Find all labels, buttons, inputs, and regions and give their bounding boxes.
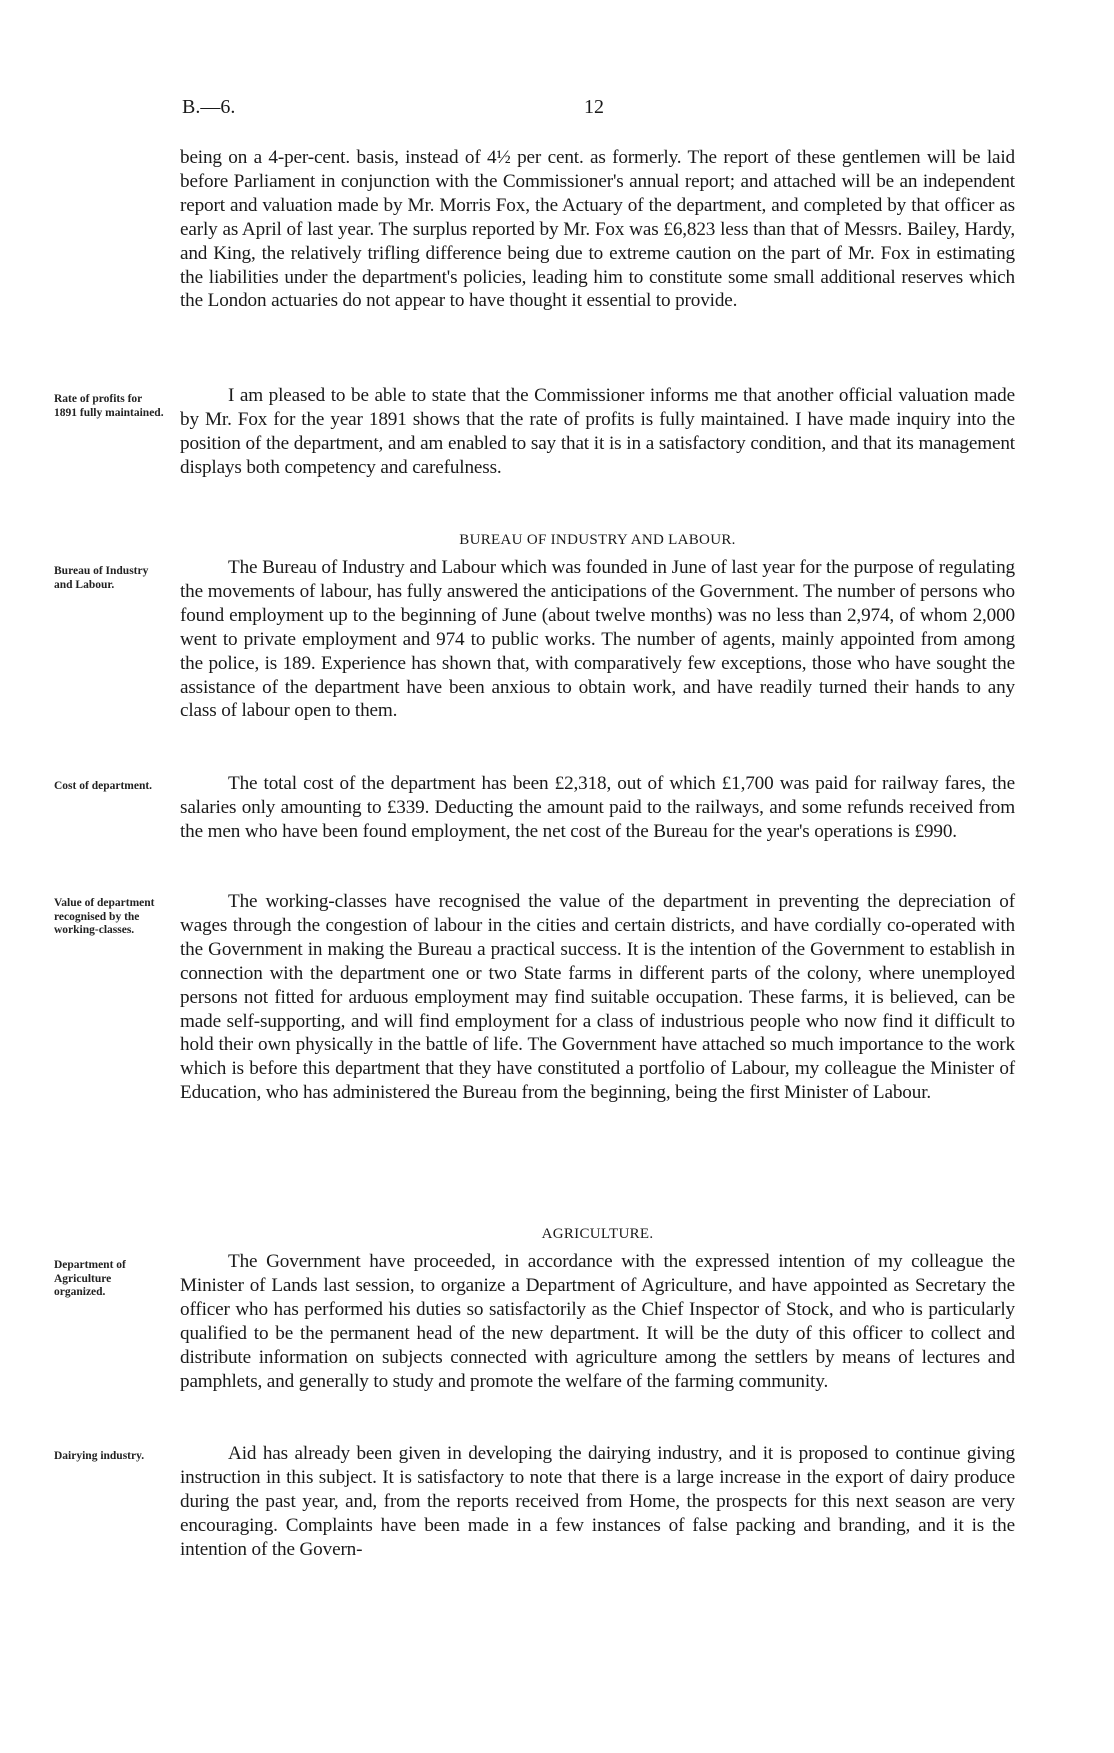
bureau-section — [180, 556, 1015, 723]
heading-bureau: BUREAU OF INDUSTRY AND LABOUR. — [459, 532, 736, 548]
paragraph-cost: The total cost of the department has been £2,318, out of which £1,700 was paid for railway fares, the salaries only amounting to £339. Deducting the amount paid to the railways, and some refunds received from the men who have been found employment, the net cost of the Bureau for the year's operations is £990. — [180, 773, 1015, 842]
heading-agriculture: AGRICULTURE. — [541, 1226, 654, 1242]
dairying-section — [180, 1442, 1015, 1562]
paragraph-rate-of-profits: I am pleased to be able to state that the Commissioner informs me that another official valuation made by Mr. Fox for the year 1891 shows that the rate of profits is fully maintained. I have made inquiry into the position of the department, and am enabled to say that it is in a satisfactory condition, and that its management displays both competency and carefulness. — [180, 385, 1015, 478]
rate-of-profits-section — [180, 384, 1015, 480]
cost-section — [180, 772, 1015, 844]
paragraph-value: The working-classes have recognised the value of the department in preventing the depreciation of wages through the congestion of labour in the cities and certain districts, and have cordially co-operated with the Government in making the Bureau a practical success. It is the intention of the Government to establish in connection with the department one or two State farms in different parts of the colony, where unemployed persons not fitted for arduous employment may find suitable occupation. These farms, it is believed, can be made self-supporting, and will find employment for a class of industrious people who now find it difficult to hold their own physically in the battle of life. The Government have attached so much importance to the work which is before this department that they have constituted a portfolio of Labour, my colleague the Minister of Education, who has administered the Bureau from the beginning, being the first Minister of Labour. — [180, 891, 1015, 1104]
paragraph-continuation: being on a 4-per-cent. basis, instead of 4½ per cent. as formerly. The report of these gentlemen will be laid before Parliament in conjunction with the Commissioner's annual report; and attached will be an independent report and valuation made by Mr. Morris Fox, the Actuary of the department, and completed by that officer as early as April of last year. The surplus reported by Mr. Fox was £6,823 less than that of Messrs. Bailey, Hardy, and King, the relatively trifling difference being due to extreme caution on the part of Mr. Fox in estimating the liabilities under the department's policies, leading him to constitute some small additional reserves which the London actuaries do not appear to have thought it essential to provide. — [180, 147, 1015, 312]
page-number: 12 — [584, 96, 604, 118]
value-section — [180, 890, 1015, 1105]
paragraph-agriculture: The Government have proceeded, in accordance with the expressed intention of my colleague the Minister of Lands last session, to organize a Department of Agriculture, and have appointed as Secretary the officer who has performed his duties so satisfactorily as the Chief Inspector of Stock, and who is particularly qualified to be the permanent head of the new department. It will be the duty of this officer to collect and distribute information on subjects connected with agriculture among the settlers by means of lectures and pamphlets, and generally to study and promote the welfare of the farming community. — [180, 1251, 1015, 1392]
paragraph-bureau-1: The Bureau of Industry and Labour which was founded in June of last year for the purpose of regulating the movements of labour, has fully answered the anticipations of the Government. The number of persons who found employment up to the beginning of June (about twelve months) was no less than 2,974, of whom 2,000 went to private employment and 974 to public works. The number of agents, mainly appointed from among the police, is 189. Experience has shown that, with comparatively few exceptions, those who have sought the assistance of the department have been anxious to obtain work, and have readily turned their hands to any class of labour open to them. — [180, 557, 1015, 722]
intro-section — [180, 146, 1015, 313]
paragraph-dairying: Aid has already been given in developing the dairying industry, and it is proposed to continue giving instruction in this subject. It is satisfactory to note that there is a large increase in the export of dairy produce during the past year, and, from the reports received from Home, the prospects for this next season are very encouraging. Complaints have been made in a few instances of false packing and branding, and it is the intention of the Govern- — [180, 1443, 1015, 1560]
margin-note-value: Value of department recognised by the working-classes. — [54, 897, 155, 936]
margin-note-rate-of-profits: Rate of profits for 1891 fully maintained. — [54, 393, 164, 419]
margin-note-agriculture: Department of Agriculture organized. — [54, 1259, 126, 1298]
document-code: B.—6. — [182, 96, 236, 118]
margin-note-bureau: Bureau of Industry and Labour. — [54, 565, 149, 591]
page-header — [182, 96, 1012, 126]
agriculture-section — [180, 1250, 1015, 1393]
margin-note-cost: Cost of department. — [54, 780, 153, 792]
margin-note-dairying: Dairying industry. — [54, 1450, 145, 1462]
